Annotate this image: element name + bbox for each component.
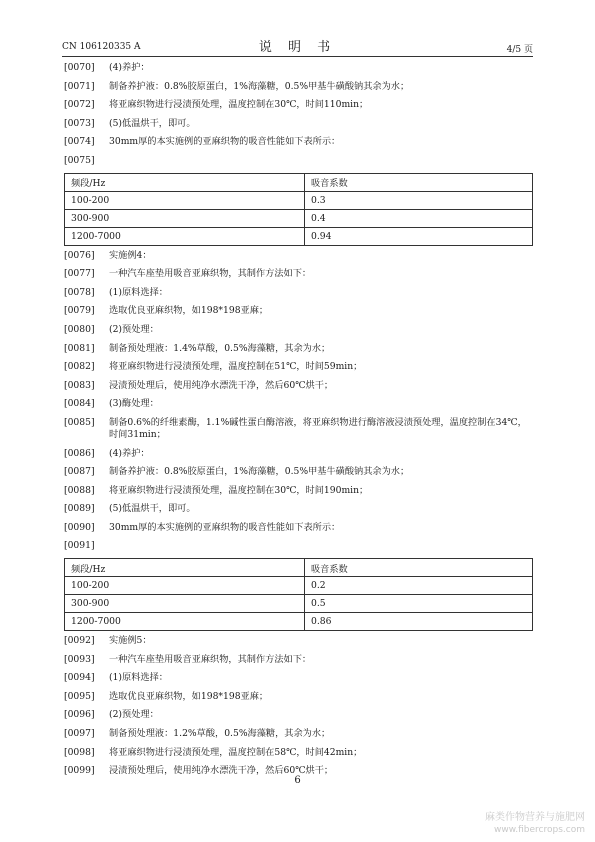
- paragraph: [64, 118, 533, 130]
- table-header-row: [65, 559, 533, 577]
- table-row: [65, 613, 533, 631]
- paragraph: [64, 361, 533, 373]
- paragraph-text: 将亚麻织物进行浸渍预处理，温度控制在30℃，时间110min；: [109, 99, 369, 111]
- paragraph-text: [109, 540, 533, 552]
- paragraph-number: [0081]: [64, 342, 95, 354]
- paragraph-text: 将亚麻织物进行浸渍预处理，温度控制在30℃，时间190min；: [109, 484, 369, 496]
- paragraph-text: 一种汽车座垫用吸音亚麻织物，其制作方法如下：: [109, 653, 312, 665]
- paragraph-number: [0091]: [64, 540, 95, 552]
- table-cell: 300-900: [65, 209, 305, 227]
- paragraph-text: (2)预处理：: [109, 323, 159, 335]
- paragraph: [64, 672, 533, 684]
- paragraph: [64, 62, 533, 74]
- paragraph-number: [0073]: [64, 117, 95, 129]
- paragraph-number: [0096]: [64, 709, 95, 721]
- paragraph: [64, 448, 533, 460]
- table-cell: 1200-7000: [65, 227, 305, 245]
- paragraph-number: [0076]: [64, 249, 95, 261]
- paragraph-text: (5)低温烘干，即可。: [109, 503, 196, 515]
- paragraph-text: 制备养护液：0.8%胶原蛋白，1%海藻糖，0.5%甲基牛磺酸钠其余为水；: [109, 80, 410, 92]
- paragraph: [64, 81, 533, 93]
- table-header-cell: 频段/Hz: [65, 559, 305, 577]
- page-indicator: 4/5 页: [506, 45, 533, 55]
- paragraph-number: [0085]: [64, 416, 95, 428]
- table-header-cell: 吸音系数: [305, 173, 533, 191]
- paragraph: [64, 155, 533, 167]
- table-cell: 0.2: [305, 577, 533, 595]
- table-cell: 1200-7000: [65, 613, 305, 631]
- paragraph-number: [0070]: [64, 62, 95, 73]
- paragraph-number: [0094]: [64, 672, 95, 684]
- paragraph: [64, 268, 533, 280]
- document-body: [64, 62, 533, 784]
- paragraph: [64, 503, 533, 515]
- table-cell: 300-900: [65, 595, 305, 613]
- paragraph: [64, 324, 533, 336]
- paragraph-number: [0079]: [64, 305, 95, 317]
- paragraph-text: 实施例5：: [109, 635, 152, 647]
- paragraph-number: [0098]: [64, 746, 95, 758]
- paragraph-number: [0090]: [64, 521, 95, 533]
- paragraph: [64, 654, 533, 666]
- paragraph: [64, 485, 533, 497]
- paragraph-text: (5)低温烘干，即可。: [109, 117, 196, 129]
- paragraph-number: [0083]: [64, 379, 95, 391]
- watermark-text: 麻类作物营养与施肥网: [485, 812, 585, 823]
- paragraph-text: 制备0.6%的纤维素酶，1.1%碱性蛋白酶溶液，将亚麻织物进行酶溶液浸渍预处理，温度控制在34℃，时间31min；: [109, 416, 527, 440]
- watermark-url: www.fibercrops.com: [494, 825, 585, 835]
- document-title: 说 明 书: [258, 40, 337, 55]
- table-row: [65, 595, 533, 613]
- paragraph-text: (3)酶处理：: [109, 398, 159, 410]
- paragraph-number: [0086]: [64, 447, 95, 459]
- paragraph: [64, 691, 533, 703]
- page-number: 6: [294, 775, 301, 786]
- paragraph-text: 制备预处理液：1.2%草酸，0.5%海藻糖，其余为水；: [109, 728, 331, 740]
- paragraph-number: [0092]: [64, 635, 95, 647]
- paragraph-number: [0082]: [64, 361, 95, 373]
- paragraph: [64, 728, 533, 740]
- paragraph-number: [0074]: [64, 136, 95, 148]
- paragraph-number: [0072]: [64, 99, 95, 111]
- paragraph-number: [0071]: [64, 80, 95, 92]
- table-cell: 100-200: [65, 191, 305, 209]
- paragraph-text: 制备预处理液：1.4%草酸，0.5%海藻糖，其余为水；: [109, 342, 331, 354]
- table-cell: 0.5: [305, 595, 533, 613]
- absorption-table-2: [64, 558, 533, 631]
- paragraph-text: 制备养护液：0.8%胶原蛋白，1%海藻糖，0.5%甲基牛磺酸钠其余为水；: [109, 466, 410, 478]
- paragraph-text: 将亚麻织物进行浸渍预处理，温度控制在51℃，时间59min；: [109, 361, 363, 373]
- table-row: [65, 227, 533, 245]
- paragraph-text: (2)预处理：: [109, 709, 159, 721]
- table-cell: 0.3: [305, 191, 533, 209]
- paragraph-text: 30mm厚的本实施例的亚麻织物的吸音性能如下表所示：: [109, 136, 341, 148]
- watermark: [485, 812, 585, 836]
- paragraph-number: [0075]: [64, 154, 95, 166]
- paragraph-text: 浸渍预处理后，使用纯净水漂洗干净，然后60℃烘干；: [109, 379, 334, 391]
- paragraph-text: 实施例4：: [109, 249, 152, 261]
- paragraph-number: [0087]: [64, 466, 95, 478]
- paragraph-number: [0078]: [64, 286, 95, 298]
- paragraph-number: [0084]: [64, 398, 95, 410]
- paragraph: [64, 540, 533, 552]
- paragraph: [64, 522, 533, 534]
- table-cell: 0.94: [305, 227, 533, 245]
- paragraph-number: [0093]: [64, 653, 95, 665]
- paragraph-text: (4)养护：: [109, 62, 150, 73]
- table-cell: 0.4: [305, 209, 533, 227]
- paragraph-text: 浸渍预处理后，使用纯净水漂洗干净，然后60℃烘干；: [109, 765, 334, 777]
- paragraph: [64, 305, 533, 317]
- table-row: [65, 191, 533, 209]
- paragraph: [64, 99, 533, 111]
- paragraph-number: [0077]: [64, 268, 95, 280]
- table-row: [65, 209, 533, 227]
- paragraph: [64, 747, 533, 759]
- paragraph-number: [0099]: [64, 765, 95, 777]
- paragraph-text: 选取优良亚麻织物，如198*198亚麻；: [109, 690, 269, 702]
- paragraph-text: 选取优良亚麻织物，如198*198亚麻；: [109, 305, 269, 317]
- paragraph: [64, 287, 533, 299]
- paragraph: [64, 709, 533, 721]
- paragraph-number: [0089]: [64, 503, 95, 515]
- paragraph: [64, 136, 533, 148]
- page-header: [62, 36, 533, 56]
- table-cell: 0.86: [305, 613, 533, 631]
- paragraph-number: [0097]: [64, 728, 95, 740]
- absorption-table-1: [64, 173, 533, 246]
- paragraph-text: [109, 155, 533, 167]
- paragraph: [64, 250, 533, 262]
- paragraph-text: 一种汽车座垫用吸音亚麻织物，其制作方法如下：: [109, 268, 312, 280]
- paragraph: [64, 343, 533, 355]
- paragraph-text: (4)养护：: [109, 447, 150, 459]
- paragraph: [64, 398, 533, 410]
- table-header-row: [65, 173, 533, 191]
- paragraph: [64, 466, 533, 478]
- table-header-cell: 吸音系数: [305, 559, 533, 577]
- table-row: [65, 577, 533, 595]
- paragraph: [64, 417, 533, 441]
- table-header-cell: 频段/Hz: [65, 173, 305, 191]
- paragraph: [64, 380, 533, 392]
- paragraph-text: 将亚麻织物进行浸渍预处理，温度控制在58℃，时间42min；: [109, 746, 363, 758]
- paragraph-text: 30mm厚的本实施例的亚麻织物的吸音性能如下表所示：: [109, 521, 341, 533]
- paragraph-number: [0095]: [64, 690, 95, 702]
- table-cell: 100-200: [65, 577, 305, 595]
- paragraph-text: (1)原料选择：: [109, 286, 168, 298]
- patent-number: CN 106120335 A: [62, 42, 141, 52]
- paragraph: [64, 635, 533, 647]
- paragraph-text: (1)原料选择：: [109, 672, 168, 684]
- paragraph-number: [0080]: [64, 323, 95, 335]
- header-rule: [62, 56, 533, 57]
- paragraph-number: [0088]: [64, 484, 95, 496]
